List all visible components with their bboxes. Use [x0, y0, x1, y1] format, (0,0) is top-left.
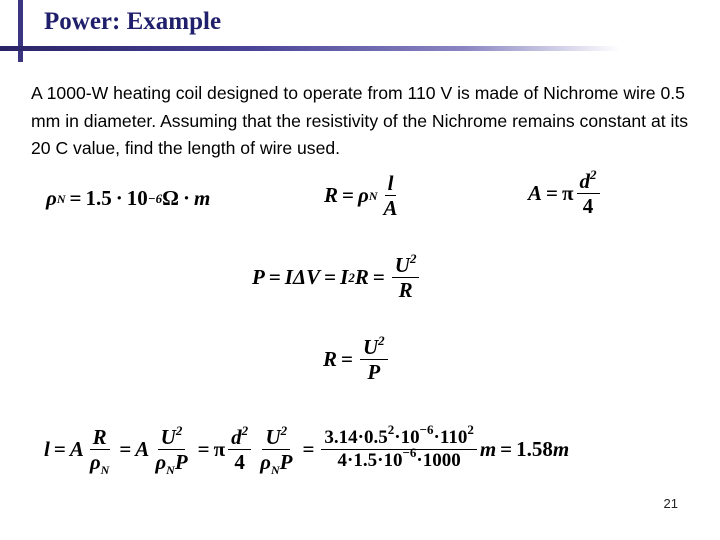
equals-sign: = [500, 437, 513, 462]
power-value: 1000 [422, 450, 461, 472]
fraction-numerator [360, 333, 388, 360]
dot-operator: · [433, 427, 440, 449]
power-symbol: P [252, 265, 265, 290]
voltage-squared-over-resistance [392, 251, 420, 303]
diameter-value: 0.5 [364, 427, 388, 449]
voltage-symbol: U [362, 335, 379, 359]
area-symbol: A [528, 181, 543, 206]
title-accent-vertical-bar [18, 0, 23, 62]
rho-symbol: ρ [46, 186, 57, 210]
dot-operator: · [115, 186, 123, 210]
resistance-from-power-formula [323, 333, 391, 385]
power-base: 10 [383, 450, 403, 472]
page-number: 21 [663, 496, 678, 511]
dot-operator: · [357, 427, 365, 449]
exponent: 2 [175, 423, 183, 438]
fraction-numerator [392, 251, 420, 278]
equals-sign: = [119, 437, 132, 462]
fraction-numerator [577, 167, 600, 194]
voltage-symbol: U [160, 425, 176, 449]
diameter-symbol: d [579, 169, 590, 193]
resistivity-equation: ρ N = 1.5 · 10 −6 Ω · m [46, 186, 211, 210]
rho-symbol: ρ [357, 183, 369, 208]
equals-sign: = [372, 265, 385, 290]
fraction-denominator [152, 450, 190, 478]
resistance-symbol: R [324, 183, 339, 208]
power-symbol: P [279, 450, 293, 475]
resistance-formula: R = ρ N $\frac{l}{A}$ [324, 172, 404, 219]
fraction-numerator [228, 423, 251, 450]
equals-sign: = [268, 265, 281, 290]
exponent: 2 [280, 423, 288, 438]
exponent: 2 [409, 251, 417, 266]
exponent: 2 [590, 167, 597, 182]
dot-operator: · [347, 450, 354, 472]
coefficient: 1.5 [85, 186, 112, 210]
power-base: 10 [400, 427, 420, 449]
rho-subscript: N [100, 463, 110, 478]
voltage-value: 110 [439, 427, 468, 449]
resistance-symbol: R [323, 347, 338, 372]
dot-operator: · [377, 450, 384, 472]
length-over-area-fraction [380, 172, 400, 219]
exponent: −6 [419, 422, 434, 438]
exponent: 2 [378, 333, 385, 348]
diameter-symbol: d [231, 425, 242, 449]
rho-subscript: N [166, 463, 175, 478]
fraction-numerator [158, 423, 186, 450]
area-symbol: A [135, 437, 150, 462]
diameter-fraction [577, 167, 600, 219]
exponent: −6 [402, 445, 417, 461]
equals-sign: = [69, 186, 82, 210]
meter-unit: m [193, 186, 211, 210]
ohm-unit: Ω [162, 186, 179, 210]
voltage-squared-over-rho-power [152, 423, 190, 478]
power-symbol: P [174, 450, 188, 475]
equals-sign: = [197, 437, 210, 462]
fraction-denominator: A [383, 196, 398, 221]
resistance-symbol: R [354, 265, 369, 290]
slide-title: Power: Example [44, 8, 222, 35]
pi-symbol: π [561, 181, 574, 206]
problem-statement: A 1000-W heating coil designed to operate from 110 V is made of Nichrome wire 0.5 mm in diameter. Assuming that the resistivity of the Nichrome remains constant at its 20 C value, find the length of wire used. [31, 83, 689, 158]
fraction-denominator: P [367, 360, 381, 385]
fraction-numerator [321, 422, 476, 450]
voltage-squared-over-power [360, 333, 388, 385]
equals-sign: = [341, 347, 353, 372]
current-symbol: I [340, 265, 349, 290]
equals-sign: = [302, 437, 315, 462]
rho-symbol: ρ [155, 450, 167, 475]
title-accent-horizontal-bar [0, 46, 620, 51]
voltage-symbol: U [265, 425, 281, 449]
pi-value: 3.14 [324, 427, 358, 449]
equals-sign: = [324, 265, 337, 290]
fraction-denominator [87, 450, 113, 478]
numeric-fraction [321, 422, 476, 472]
equals-sign: = [342, 183, 354, 208]
fraction-denominator [257, 450, 295, 478]
resistivity-value: 1.5 [353, 450, 378, 472]
power-formula: P = IΔV = I 2 R = $\frac{U^2}{R}$ [252, 254, 422, 301]
dot-operator: · [394, 427, 401, 449]
resistance-over-resistivity [87, 425, 113, 478]
area-formula [528, 167, 603, 219]
fraction-denominator: R [398, 278, 413, 303]
fraction-numerator: R [90, 426, 110, 450]
fraction-denominator: 4 [234, 450, 245, 475]
equals-sign: = [546, 181, 558, 206]
dot-operator: · [416, 450, 423, 472]
length-symbol: l [44, 437, 50, 462]
fraction-denominator: 4 [582, 194, 594, 219]
rho-subscript: N [270, 463, 280, 478]
rho-symbol: ρ [89, 450, 101, 475]
dot-operator: · [182, 186, 190, 210]
power-base: 10 [126, 186, 148, 210]
equals-sign: = [53, 437, 66, 462]
result-value: 1.58 [516, 437, 553, 462]
exponent: 2 [387, 422, 395, 438]
fraction-denominator [335, 445, 464, 472]
area-symbol: A [69, 437, 84, 462]
rho-symbol: ρ [260, 450, 271, 475]
voltage-symbol: U [394, 253, 410, 277]
exponent: 2 [241, 423, 249, 438]
current-voltage-product: IΔV [284, 265, 321, 290]
denominator-four: 4 [337, 450, 348, 472]
diameter-fraction [228, 423, 251, 475]
voltage-squared-over-rho-power [257, 423, 295, 478]
result-unit: m [552, 437, 570, 462]
exponent: 2 [467, 422, 474, 438]
pi-symbol: π [213, 437, 226, 462]
meter-unit: m [479, 437, 497, 462]
fraction-numerator [262, 423, 290, 450]
length-derivation [44, 422, 570, 478]
fraction-numerator: l [385, 172, 397, 196]
